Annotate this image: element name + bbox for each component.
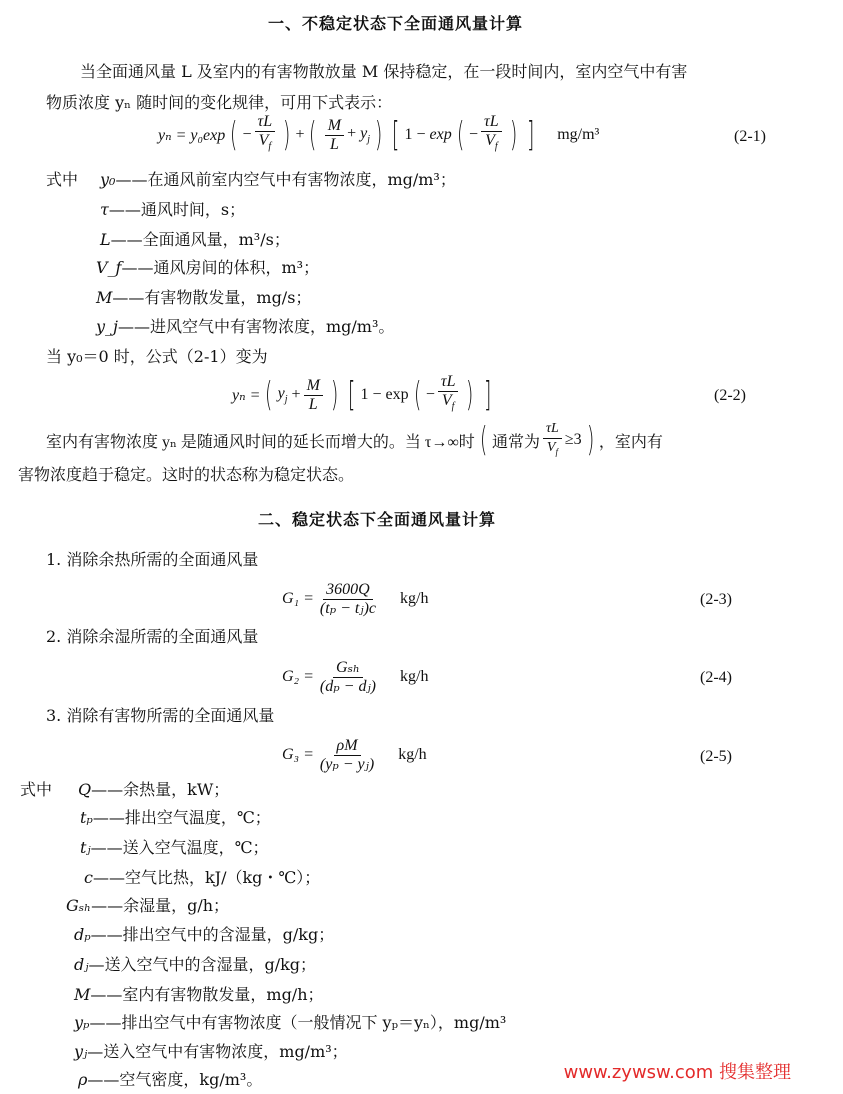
def1-row: y_j——进风空气中有害物浓度，mg/m³。 bbox=[96, 317, 395, 336]
equation-2-4: G₂ = $\frac{\text{Gₛₕ}}{\text{(dₚ − dⱼ)}}$ kg/h bbox=[282, 658, 429, 695]
def2-row: yₚ——排出空气中有害物浓度（一般情况下 yₚ＝yₙ），mg/m³ bbox=[74, 1013, 507, 1032]
intro-line-1: 当全面通风量 L 及室内的有害物散放量 M 保持稳定，在一段时间内，室内空气中有害 bbox=[80, 62, 688, 81]
eq3-number: (2-3) bbox=[700, 591, 732, 608]
eq1-lhs: yₙ = y₀exp bbox=[158, 127, 226, 144]
eq1-plus: + bbox=[295, 126, 305, 143]
def2-row: ρ——空气密度，kg/m³。 bbox=[78, 1070, 263, 1089]
def2-row: c——空气比热，kJ/（kg・℃）； bbox=[84, 868, 321, 887]
eq5-number: (2-5) bbox=[700, 748, 732, 765]
def2-row: Q——余热量，kW； bbox=[78, 780, 230, 799]
eq4-number: (2-4) bbox=[700, 669, 732, 686]
defs1-label: 式中 bbox=[46, 170, 79, 189]
def2-row: tⱼ——送入空气温度，℃； bbox=[80, 838, 269, 857]
eq2-lhs: yₙ = bbox=[232, 387, 261, 404]
intro-line-2: 物质浓度 yₙ 随时间的变化规律，可用下式表示： bbox=[46, 93, 393, 112]
def2-row: tₚ——排出空气温度，℃； bbox=[80, 808, 271, 827]
defs2-label: 式中 bbox=[20, 780, 53, 799]
def1-row: M——有害物散发量，mg/s； bbox=[96, 288, 312, 307]
item1-label: 1. 消除余热所需的全面通风量 bbox=[46, 550, 259, 569]
def2-row: dⱼ—送入空气中的含湿量，g/kg； bbox=[74, 955, 317, 974]
def2-row: Gₛₕ——余湿量，g/h； bbox=[66, 896, 230, 915]
def2-row: M——室内有害物散发量，mg/h； bbox=[74, 985, 324, 1004]
equation-2-2: yₙ = ( $y_j$ + $\frac{M}{L}$ ) [ 1 − exp ( − $\frac{\tau L}{V_f}$ ) ] bbox=[232, 373, 492, 415]
item3-label: 3. 消除有害物所需的全面通风量 bbox=[46, 706, 275, 725]
def2-row: yⱼ—送入空气中有害物浓度，mg/m³； bbox=[74, 1042, 348, 1061]
equation-2-5: G₃ = $\frac{\rho M}{\text{(yₚ − yⱼ)}}$ kg/h bbox=[282, 736, 427, 773]
equation-2-3: G₁ = $\frac{3600Q}{\text{(tₚ − tⱼ)c}}$ kg/h bbox=[282, 580, 429, 617]
section1-heading: 一、不稳定状态下全面通风量计算 bbox=[268, 14, 524, 33]
item2-label: 2. 消除余湿所需的全面通风量 bbox=[46, 627, 259, 646]
when-y0-line: 当 y₀＝0 时，公式（2-1）变为 bbox=[46, 347, 268, 366]
def1-row: y₀——在通风前室内空气中有害物浓度，mg/m³； bbox=[100, 170, 456, 189]
steady-para-line-1: 室内有害物浓度 yₙ 是随通风时间的延长而增大的。当 τ→∞时 ( 通常为 $\frac{\tau L}{V_f}$ ≥3 ) ，室内有 bbox=[46, 420, 663, 460]
section2-heading: 二、稳定状态下全面通风量计算 bbox=[258, 510, 497, 529]
eq2-number: (2-2) bbox=[714, 387, 746, 404]
equation-2-1: yₙ = y₀exp ( − $\frac{\tau L}{V_f}$ ) + ( $\frac{M}{L}$ + $y_j$ ) [ 1 − exp ( − $\frac{\tau L}{V_f}$ ) ] mg/m³ bbox=[158, 113, 600, 155]
eq1-number: (2-1) bbox=[734, 128, 766, 145]
def2-row: dₚ——排出空气中的含湿量，g/kg； bbox=[74, 925, 335, 944]
def1-row: L——全面通风量，m³/s； bbox=[100, 230, 290, 249]
eq1-unit: mg/m³ bbox=[557, 126, 600, 143]
steady-para-line-2: 害物浓度趋于稳定。这时的状态称为稳定状态。 bbox=[18, 465, 355, 484]
def1-row: τ——通风时间，s； bbox=[100, 200, 246, 219]
def1-row: V_f——通风房间的体积，m³； bbox=[96, 258, 320, 277]
watermark-text: www.zywsw.com 搜集整理 bbox=[563, 1062, 791, 1083]
